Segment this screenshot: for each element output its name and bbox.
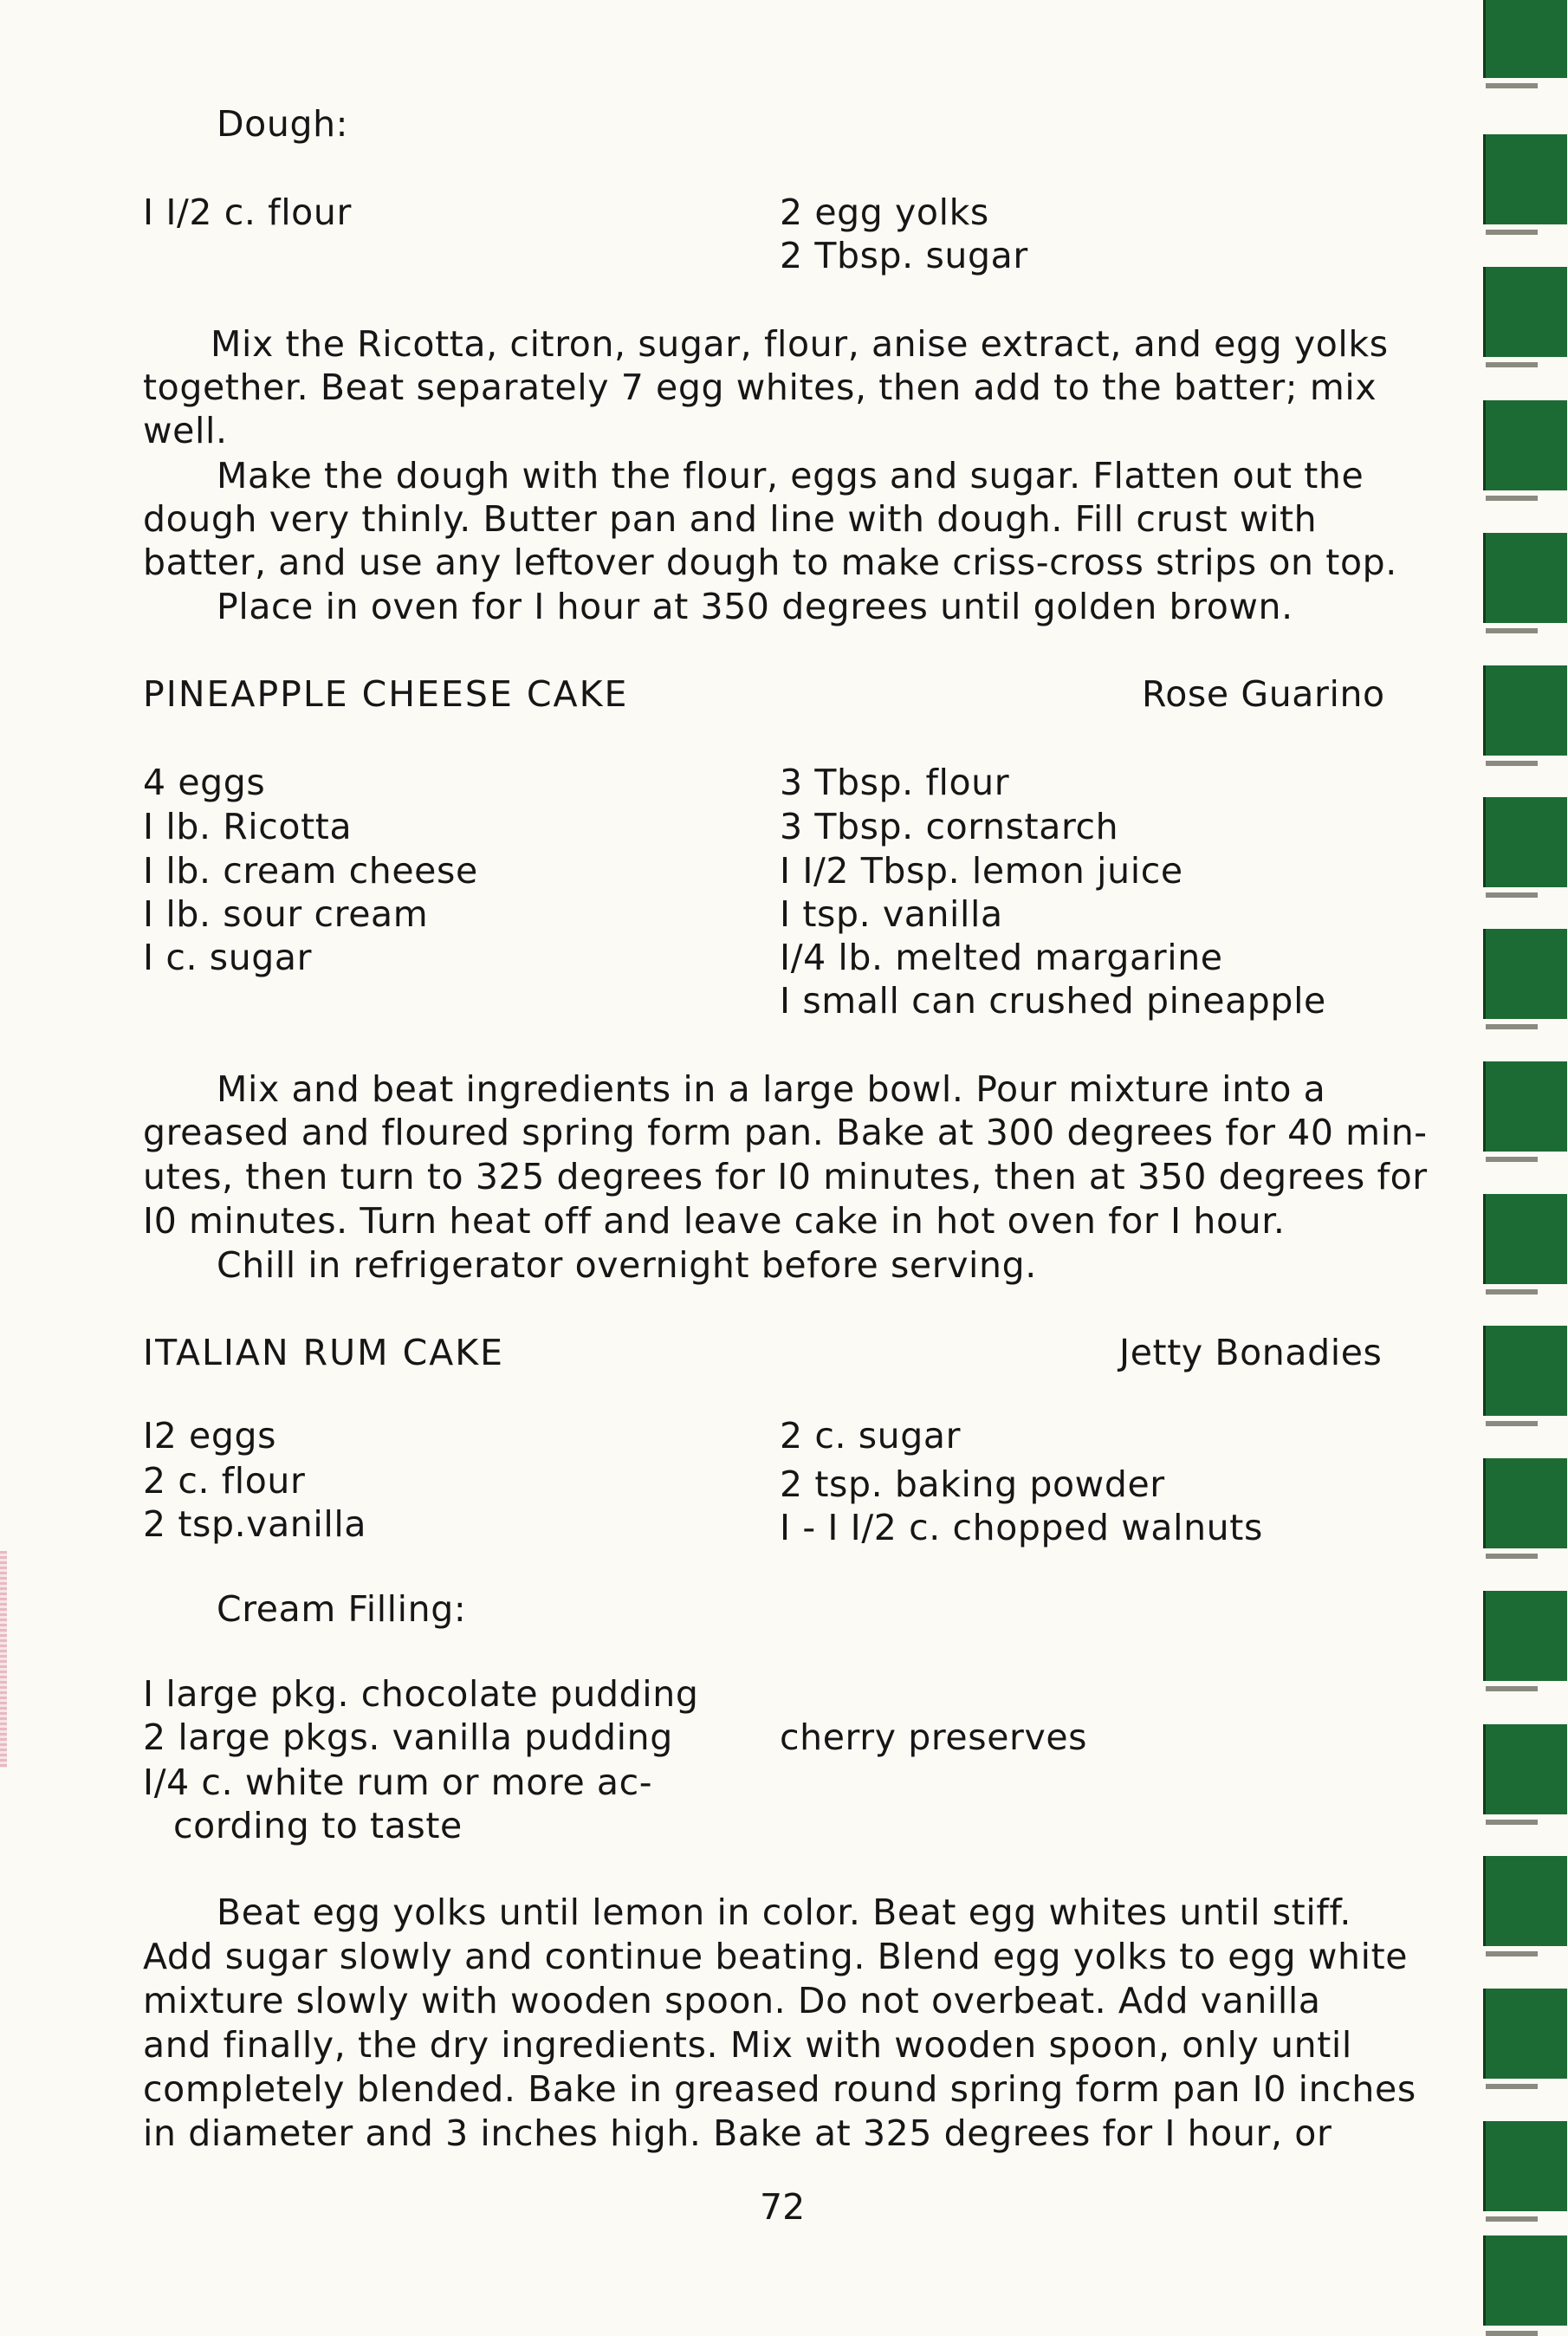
ingredient-item: I lb. cream cheese xyxy=(143,850,478,892)
recipe-direction-line: Mix and beat ingredients in a large bowl. Pour mixture into a xyxy=(217,1068,1326,1110)
ingredient-item: I lb. Ricotta xyxy=(143,806,353,847)
filling-item: cording to taste xyxy=(173,1805,463,1846)
recipe-direction-line: Beat egg yolks until lemon in color. Beat egg whites until stiff. xyxy=(217,1892,1352,1933)
binding-tab xyxy=(1483,1724,1567,1814)
binding-tab xyxy=(1483,533,1567,623)
dough-direction-line: dough very thinly. Butter pan and line with dough. Fill crust with xyxy=(143,498,1318,540)
dough-direction-line: Mix the Ricotta, citron, sugar, flour, anise extract, and egg yolks xyxy=(211,323,1389,365)
recipe-direction-line: I0 minutes. Turn heat off and leave cake in hot oven for I hour. xyxy=(143,1200,1286,1242)
ingredient-item: I lb. sour cream xyxy=(143,893,429,935)
binding-tab xyxy=(1483,1989,1567,2079)
ingredient-item: 2 c. sugar xyxy=(780,1415,962,1457)
dough-direction-line: well. xyxy=(143,410,228,451)
recipe-author: Jetty Bonadies xyxy=(1119,1332,1383,1373)
binding-tab xyxy=(1483,1591,1567,1681)
dough-ingredient-right: 2 egg yolks xyxy=(780,191,989,233)
filling-item: 2 large pkgs. vanilla pudding xyxy=(143,1716,673,1758)
recipe-direction-line: mixture slowly with wooden spoon. Do not overbeat. Add vanilla xyxy=(143,1980,1321,2021)
binding-tab xyxy=(1483,1061,1567,1152)
recipe-author: Rose Guarino xyxy=(1142,673,1385,715)
dough-ingredient-left: I I/2 c. flour xyxy=(143,191,352,233)
page-number: 72 xyxy=(760,2186,806,2228)
binding-tab xyxy=(1483,2121,1567,2211)
binding-tab xyxy=(1483,1326,1567,1416)
binding-tab xyxy=(1483,797,1567,887)
binding-tab xyxy=(1483,2235,1567,2326)
dough-direction-line: together. Beat separately 7 egg whites, then add to the batter; mix xyxy=(143,367,1377,408)
binding-tab xyxy=(1483,0,1567,78)
ingredient-item: 3 Tbsp. cornstarch xyxy=(780,806,1119,847)
spiral-binding xyxy=(1483,0,1568,2332)
binding-tab xyxy=(1483,1194,1567,1284)
ingredient-item: I tsp. vanilla xyxy=(780,893,1003,935)
ingredient-item: I - I I/2 c. chopped walnuts xyxy=(780,1507,1263,1548)
ingredient-item: 4 eggs xyxy=(143,762,266,803)
recipe-direction-line: greased and floured spring form pan. Bake at 300 degrees for 40 min- xyxy=(143,1112,1428,1153)
binding-tab xyxy=(1483,929,1567,1019)
recipe-direction-line: utes, then turn to 325 degrees for I0 minutes, then at 350 degrees for xyxy=(143,1156,1428,1197)
binding-tab xyxy=(1483,400,1567,490)
filling-item: cherry preserves xyxy=(780,1716,1088,1758)
recipe-direction-line: and finally, the dry ingredients. Mix with wooden spoon, only until xyxy=(143,2024,1352,2066)
ingredient-item: 2 tsp.vanilla xyxy=(143,1503,367,1545)
paper-stain xyxy=(0,1551,7,1768)
ingredient-item: I/4 lb. melted margarine xyxy=(780,937,1223,978)
filling-item: I large pkg. chocolate pudding xyxy=(143,1673,699,1715)
recipe-direction-line: Add sugar slowly and continue beating. Blend egg yolks to egg white xyxy=(143,1936,1409,1977)
dough-direction-line: Make the dough with the flour, eggs and sugar. Flatten out the xyxy=(217,455,1364,496)
ingredient-item: 2 tsp. baking powder xyxy=(780,1463,1165,1505)
ingredient-item: I I/2 Tbsp. lemon juice xyxy=(780,850,1183,892)
recipe-title: ITALIAN RUM CAKE xyxy=(143,1332,505,1373)
recipe-title: PINEAPPLE CHEESE CAKE xyxy=(143,673,629,715)
ingredient-item: 3 Tbsp. flour xyxy=(780,762,1010,803)
binding-tab xyxy=(1483,267,1567,357)
dough-label: Dough: xyxy=(217,103,349,145)
binding-tab xyxy=(1483,665,1567,756)
binding-tab xyxy=(1483,1856,1567,1946)
filling-item: I/4 c. white rum or more ac- xyxy=(143,1762,653,1803)
ingredient-item: I c. sugar xyxy=(143,937,313,978)
ingredient-item: I small can crushed pineapple xyxy=(780,980,1326,1022)
recipe-direction-line: Chill in refrigerator overnight before serving. xyxy=(217,1244,1037,1286)
dough-direction-line: batter, and use any leftover dough to make criss-cross strips on top. xyxy=(143,542,1397,583)
binding-tab xyxy=(1483,134,1567,224)
binding-tab xyxy=(1483,1458,1567,1548)
recipe-direction-line: in diameter and 3 inches high. Bake at 325 degrees for I hour, or xyxy=(143,2112,1332,2154)
ingredient-item: I2 eggs xyxy=(143,1415,277,1457)
ingredient-item: 2 c. flour xyxy=(143,1460,306,1502)
dough-direction-line: Place in oven for I hour at 350 degrees until golden brown. xyxy=(217,586,1293,627)
filling-label: Cream Filling: xyxy=(217,1588,467,1630)
recipe-direction-line: completely blended. Bake in greased round spring form pan I0 inches xyxy=(143,2068,1416,2110)
dough-ingredient-right: 2 Tbsp. sugar xyxy=(780,235,1028,276)
